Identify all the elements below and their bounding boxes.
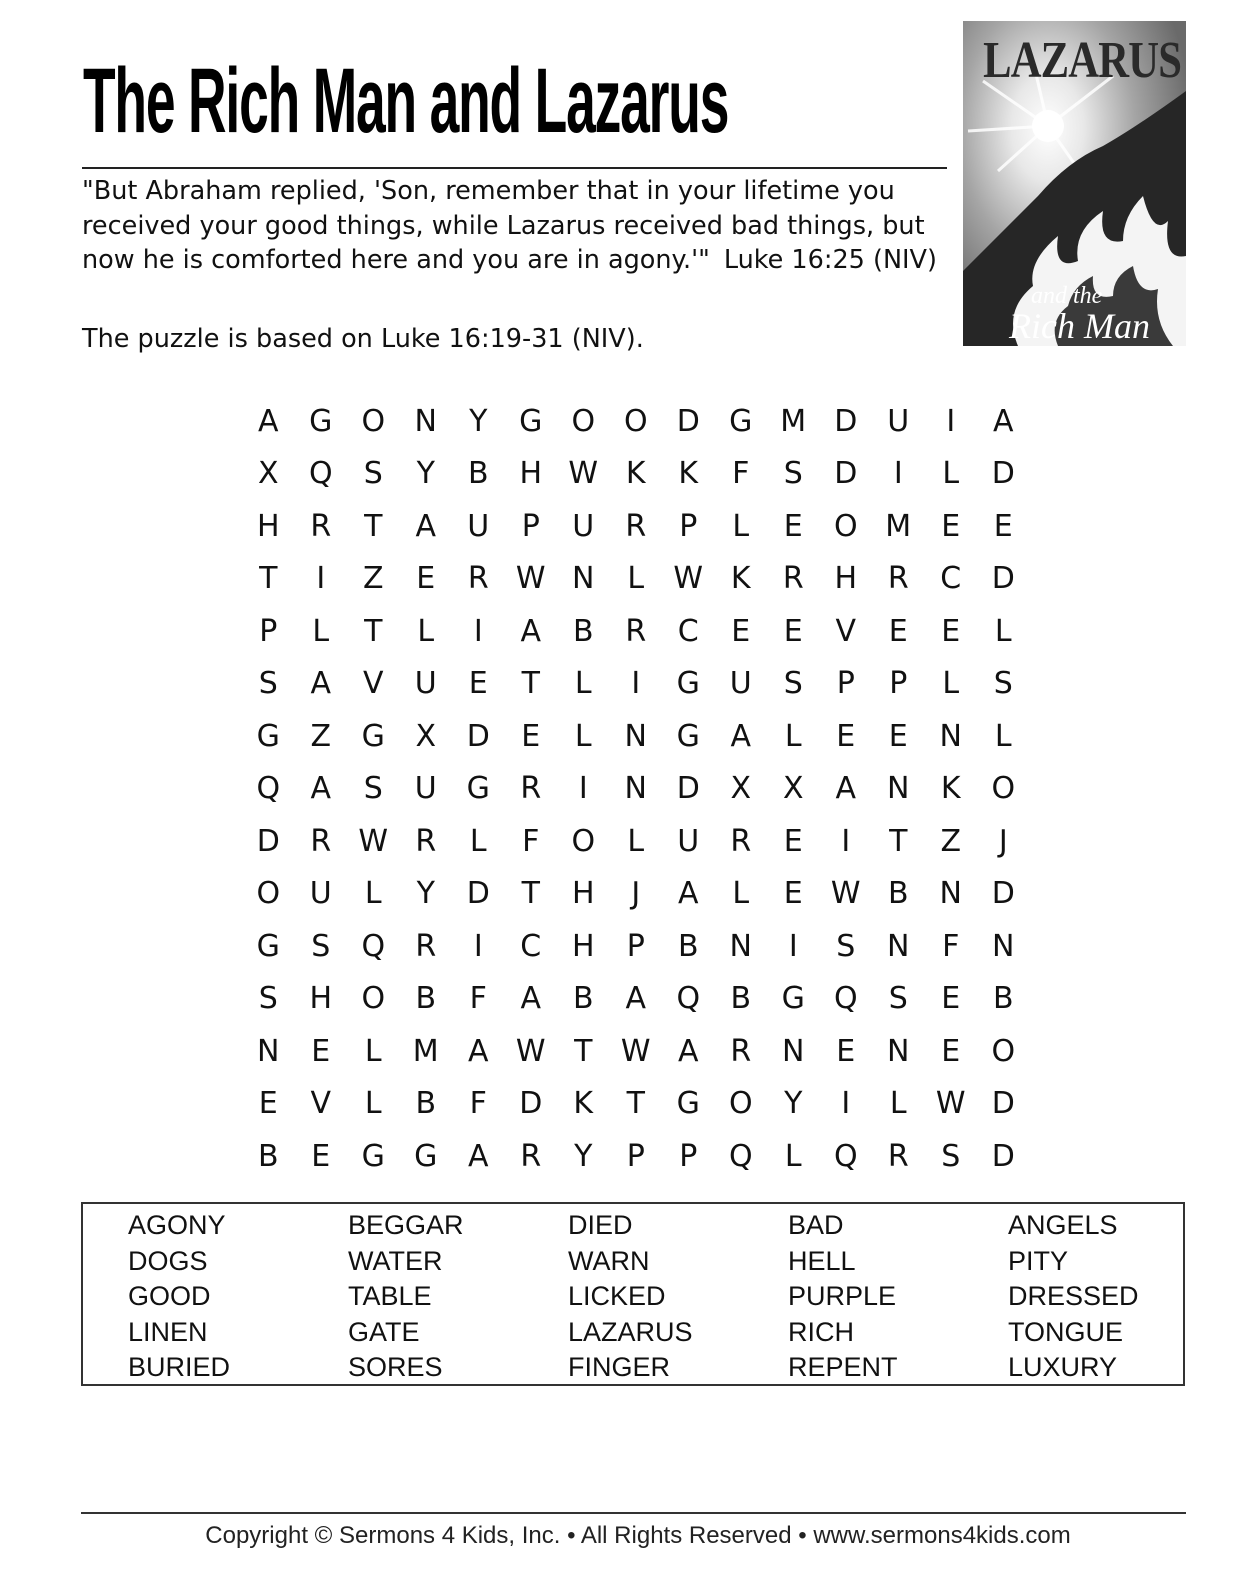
grid-letter: L bbox=[627, 823, 645, 859]
grid-letter: J bbox=[631, 876, 641, 912]
word-list-item: WARN bbox=[568, 1245, 650, 1276]
word-list-item: GOOD bbox=[128, 1281, 211, 1311]
word-list-item: HELL bbox=[788, 1245, 856, 1276]
grid-letter: K bbox=[730, 561, 751, 597]
grid-letter: H bbox=[519, 456, 543, 492]
grid-letter: E bbox=[888, 613, 908, 649]
grid-letter: V bbox=[362, 666, 384, 702]
grid-letter: O bbox=[256, 876, 281, 912]
grid-letter: U bbox=[887, 403, 910, 439]
grid-letter: T bbox=[364, 508, 383, 544]
grid-row bbox=[242, 1025, 1030, 1078]
grid-letter: O bbox=[991, 771, 1016, 807]
grid-letter: B bbox=[467, 456, 489, 492]
grid-letter: R bbox=[310, 823, 332, 859]
grid-letter: N bbox=[624, 718, 647, 754]
grid-row bbox=[242, 815, 1030, 868]
grid-letter: H bbox=[571, 928, 595, 964]
grid-letter: E bbox=[311, 1138, 331, 1174]
grid-letter: O bbox=[991, 1033, 1016, 1069]
grid-letter: L bbox=[364, 876, 382, 912]
grid-letter: R bbox=[887, 1138, 909, 1174]
grid-row bbox=[242, 868, 1030, 921]
grid-letter: E bbox=[311, 1033, 331, 1069]
grid-letter: B bbox=[677, 928, 699, 964]
grid-letter: F bbox=[469, 1086, 487, 1122]
page-title: The Rich Man and Lazarus bbox=[83, 50, 729, 152]
grid-letter: Q bbox=[833, 1138, 858, 1174]
grid-letter: E bbox=[258, 1086, 278, 1122]
grid-letter: A bbox=[467, 1033, 489, 1069]
grid-letter: K bbox=[573, 1086, 594, 1122]
grid-letter: O bbox=[623, 403, 648, 439]
grid-letter: D bbox=[834, 456, 858, 492]
grid-letter: N bbox=[782, 1033, 805, 1069]
grid-row bbox=[242, 658, 1030, 711]
grid-letter: R bbox=[415, 823, 437, 859]
grid-letter: G bbox=[729, 403, 753, 439]
grid-letter: Z bbox=[310, 718, 332, 754]
grid-letter: A bbox=[520, 613, 542, 649]
grid-letter: P bbox=[521, 508, 540, 544]
grid-letter: E bbox=[941, 1033, 961, 1069]
grid-letter: I bbox=[841, 1086, 851, 1122]
grid-letter: E bbox=[836, 718, 856, 754]
grid-letter: J bbox=[998, 823, 1008, 859]
grid-letter: K bbox=[940, 771, 961, 807]
grid-letter: E bbox=[416, 561, 436, 597]
grid-letter: R bbox=[730, 1033, 752, 1069]
grid-letter: A bbox=[310, 771, 332, 807]
grid-letter: D bbox=[519, 1086, 543, 1122]
grid-letter: W bbox=[568, 456, 599, 492]
grid-letter: Z bbox=[362, 561, 384, 597]
grid-letter: G bbox=[676, 718, 700, 754]
grid-letter: T bbox=[259, 561, 278, 597]
word-list-item: DIED bbox=[568, 1210, 633, 1240]
grid-letter: I bbox=[473, 613, 483, 649]
cover-title: LAZARUS bbox=[983, 32, 1182, 89]
grid-row bbox=[242, 448, 1030, 501]
grid-letter: L bbox=[784, 1138, 802, 1174]
grid-row bbox=[242, 605, 1030, 658]
grid-letter: A bbox=[257, 403, 279, 439]
grid-letter: N bbox=[887, 1033, 910, 1069]
grid-letter: E bbox=[993, 508, 1013, 544]
grid-letter: I bbox=[473, 928, 483, 964]
grid-letter: L bbox=[364, 1086, 382, 1122]
grid-letter: K bbox=[625, 456, 646, 492]
grid-letter: E bbox=[783, 876, 803, 912]
grid-letter: A bbox=[625, 981, 647, 1017]
grid-letter: W bbox=[358, 823, 389, 859]
grid-letter: R bbox=[310, 508, 332, 544]
grid-letter: F bbox=[732, 456, 750, 492]
grid-letter: S bbox=[783, 456, 803, 492]
word-list-item: GATE bbox=[348, 1316, 420, 1347]
word-list-box bbox=[81, 1202, 1185, 1386]
verse-text: "But Abraham replied, 'Son, remember that in your lifetime you received your good things, while Lazarus received bad things, but now he is comforted here and you are in agony.'" bbox=[82, 176, 925, 275]
word-search-grid bbox=[242, 395, 1030, 1183]
grid-letter: S bbox=[363, 771, 383, 807]
grid-letter: F bbox=[942, 928, 960, 964]
word-list-column bbox=[788, 1208, 998, 1386]
grid-letter: L bbox=[942, 666, 960, 702]
grid-letter: B bbox=[572, 613, 594, 649]
grid-letter: R bbox=[520, 1138, 542, 1174]
footer-divider bbox=[81, 1512, 1186, 1514]
grid-letter: F bbox=[469, 981, 487, 1017]
word-list-item: REPENT bbox=[788, 1352, 898, 1382]
grid-letter: G bbox=[309, 403, 333, 439]
grid-letter: O bbox=[728, 1086, 753, 1122]
grid-letter: K bbox=[678, 456, 699, 492]
grid-letter: A bbox=[310, 666, 332, 702]
grid-letter: B bbox=[257, 1138, 279, 1174]
grid-letter: O bbox=[571, 823, 596, 859]
grid-letter: L bbox=[889, 1086, 907, 1122]
grid-letter: N bbox=[992, 928, 1015, 964]
copyright-footer: Copyright © Sermons 4 Kids, Inc. • All Rights Reserved • www.sermons4kids.com bbox=[205, 1522, 1071, 1549]
grid-letter: D bbox=[834, 403, 858, 439]
grid-letter: T bbox=[889, 823, 908, 859]
grid-letter: U bbox=[729, 666, 752, 702]
grid-letter: W bbox=[673, 561, 704, 597]
grid-letter: C bbox=[940, 561, 962, 597]
word-list-item: TONGUE bbox=[1008, 1316, 1124, 1347]
word-list-item: FINGER bbox=[568, 1352, 671, 1382]
grid-letter: T bbox=[521, 666, 540, 702]
grid-letter: R bbox=[625, 508, 647, 544]
grid-letter: W bbox=[515, 1033, 546, 1069]
grid-letter: L bbox=[469, 823, 487, 859]
grid-letter: D bbox=[676, 771, 700, 807]
grid-letter: X bbox=[730, 771, 752, 807]
word-list-column bbox=[128, 1208, 338, 1386]
grid-letter: O bbox=[833, 508, 858, 544]
word-list-item: BAD bbox=[788, 1210, 844, 1240]
grid-letter: M bbox=[780, 403, 807, 439]
grid-letter: A bbox=[520, 981, 542, 1017]
grid-letter: E bbox=[941, 981, 961, 1017]
grid-letter: L bbox=[364, 1033, 382, 1069]
grid-letter: V bbox=[310, 1086, 332, 1122]
grid-letter: N bbox=[624, 771, 647, 807]
grid-letter: S bbox=[258, 666, 278, 702]
grid-row bbox=[242, 553, 1030, 606]
grid-letter: H bbox=[256, 508, 280, 544]
grid-letter: E bbox=[783, 613, 803, 649]
grid-letter: I bbox=[316, 561, 326, 597]
grid-letter: P bbox=[626, 928, 645, 964]
word-list-item: ANGELS bbox=[1008, 1210, 1118, 1240]
grid-letter: B bbox=[992, 981, 1014, 1017]
grid-letter: Q bbox=[833, 981, 858, 1017]
grid-letter: N bbox=[729, 928, 752, 964]
grid-letter: T bbox=[574, 1033, 593, 1069]
grid-letter: A bbox=[677, 1033, 699, 1069]
grid-letter: Q bbox=[256, 771, 281, 807]
grid-letter: T bbox=[626, 1086, 645, 1122]
grid-letter: E bbox=[468, 666, 488, 702]
grid-letter: A bbox=[677, 876, 699, 912]
word-list-column bbox=[348, 1208, 558, 1386]
grid-letter: F bbox=[522, 823, 540, 859]
grid-letter: O bbox=[361, 981, 386, 1017]
grid-letter: S bbox=[836, 928, 856, 964]
grid-letter: E bbox=[888, 718, 908, 754]
grid-letter: X bbox=[257, 456, 279, 492]
word-list-item: LAZARUS bbox=[568, 1316, 693, 1347]
grid-letter: Y bbox=[416, 876, 435, 912]
grid-letter: W bbox=[515, 561, 546, 597]
grid-letter: S bbox=[993, 666, 1013, 702]
grid-letter: U bbox=[467, 508, 490, 544]
grid-letter: Q bbox=[728, 1138, 753, 1174]
grid-letter: Y bbox=[469, 403, 488, 439]
grid-letter: N bbox=[887, 928, 910, 964]
grid-letter: D bbox=[676, 403, 700, 439]
grid-letter: G bbox=[256, 718, 280, 754]
grid-letter: C bbox=[520, 928, 542, 964]
grid-letter: H bbox=[571, 876, 595, 912]
grid-letter: H bbox=[309, 981, 333, 1017]
puzzle-source-note: The puzzle is based on Luke 16:19-31 (NIV). bbox=[82, 324, 644, 354]
grid-letter: U bbox=[572, 508, 595, 544]
grid-letter: S bbox=[888, 981, 908, 1017]
grid-letter: G bbox=[361, 718, 385, 754]
grid-letter: A bbox=[730, 718, 752, 754]
grid-letter: D bbox=[991, 561, 1015, 597]
grid-letter: L bbox=[732, 876, 750, 912]
word-list-item: PITY bbox=[1008, 1245, 1069, 1276]
grid-letter: I bbox=[631, 666, 641, 702]
grid-letter: U bbox=[677, 823, 700, 859]
grid-letter: S bbox=[311, 928, 331, 964]
grid-letter: E bbox=[941, 508, 961, 544]
grid-letter: E bbox=[521, 718, 541, 754]
grid-letter: B bbox=[572, 981, 594, 1017]
grid-letter: R bbox=[415, 928, 437, 964]
grid-letter: G bbox=[676, 666, 700, 702]
grid-row bbox=[242, 763, 1030, 816]
grid-letter: T bbox=[364, 613, 383, 649]
grid-letter: M bbox=[412, 1033, 439, 1069]
grid-letter: G bbox=[519, 403, 543, 439]
grid-row bbox=[242, 973, 1030, 1026]
grid-letter: E bbox=[836, 1033, 856, 1069]
grid-letter: I bbox=[946, 403, 956, 439]
grid-row bbox=[242, 920, 1030, 973]
grid-letter: G bbox=[361, 1138, 385, 1174]
word-list-item: BURIED bbox=[128, 1352, 231, 1382]
grid-letter: N bbox=[414, 403, 437, 439]
grid-letter: P bbox=[679, 508, 698, 544]
word-list-item: WATER bbox=[348, 1245, 443, 1276]
grid-row bbox=[242, 1130, 1030, 1183]
grid-letter: E bbox=[783, 508, 803, 544]
grid-letter: Q bbox=[308, 456, 333, 492]
word-list-item: TABLE bbox=[348, 1281, 432, 1311]
grid-letter: D bbox=[466, 718, 490, 754]
grid-letter: C bbox=[677, 613, 699, 649]
cover-subtitle-and-the: and the bbox=[1031, 283, 1103, 309]
grid-letter: Y bbox=[574, 1138, 593, 1174]
grid-letter: S bbox=[783, 666, 803, 702]
grid-letter: N bbox=[939, 876, 962, 912]
grid-letter: E bbox=[731, 613, 751, 649]
grid-letter: G bbox=[676, 1086, 700, 1122]
grid-letter: B bbox=[730, 981, 752, 1017]
grid-letter: P bbox=[836, 666, 855, 702]
grid-letter: W bbox=[620, 1033, 651, 1069]
grid-letter: D bbox=[991, 1138, 1015, 1174]
grid-letter: Q bbox=[361, 928, 386, 964]
grid-letter: D bbox=[991, 456, 1015, 492]
grid-letter: L bbox=[574, 718, 592, 754]
grid-row bbox=[242, 395, 1030, 448]
grid-letter: P bbox=[889, 666, 908, 702]
grid-letter: L bbox=[312, 613, 330, 649]
grid-letter: R bbox=[625, 613, 647, 649]
grid-letter: A bbox=[992, 403, 1014, 439]
grid-letter: Z bbox=[940, 823, 962, 859]
grid-letter: W bbox=[935, 1086, 966, 1122]
grid-letter: R bbox=[887, 561, 909, 597]
grid-letter: A bbox=[835, 771, 857, 807]
grid-letter: A bbox=[415, 508, 437, 544]
grid-letter: R bbox=[782, 561, 804, 597]
grid-letter: L bbox=[784, 718, 802, 754]
grid-letter: L bbox=[994, 718, 1012, 754]
word-list-item: RICH bbox=[788, 1316, 854, 1347]
grid-letter: P bbox=[259, 613, 278, 649]
word-list-item: DOGS bbox=[128, 1245, 208, 1276]
word-list-item: BEGGAR bbox=[348, 1210, 464, 1240]
grid-letter: I bbox=[841, 823, 851, 859]
title-divider bbox=[82, 167, 947, 169]
word-list-item: AGONY bbox=[128, 1210, 226, 1240]
grid-letter: Y bbox=[416, 456, 435, 492]
grid-letter: G bbox=[414, 1138, 438, 1174]
grid-letter: L bbox=[627, 561, 645, 597]
grid-letter: L bbox=[994, 613, 1012, 649]
word-list-item: SORES bbox=[348, 1352, 443, 1382]
grid-letter: V bbox=[835, 613, 857, 649]
word-list-item: PURPLE bbox=[788, 1281, 897, 1311]
grid-letter: B bbox=[887, 876, 909, 912]
grid-letter: I bbox=[578, 771, 588, 807]
grid-letter: R bbox=[520, 771, 542, 807]
grid-letter: E bbox=[783, 823, 803, 859]
grid-row bbox=[242, 1078, 1030, 1131]
verse-reference: Luke 16:25 (NIV) bbox=[723, 245, 937, 275]
grid-letter: X bbox=[415, 718, 437, 754]
grid-letter: D bbox=[466, 876, 490, 912]
grid-letter: U bbox=[414, 771, 437, 807]
grid-letter: I bbox=[788, 928, 798, 964]
grid-row bbox=[242, 500, 1030, 553]
grid-letter: S bbox=[941, 1138, 961, 1174]
grid-letter: N bbox=[887, 771, 910, 807]
grid-row bbox=[242, 710, 1030, 763]
grid-letter: D bbox=[991, 1086, 1015, 1122]
book-cover-illustration bbox=[963, 21, 1186, 346]
grid-letter: L bbox=[732, 508, 750, 544]
grid-letter: L bbox=[574, 666, 592, 702]
word-list-item: LUXURY bbox=[1008, 1352, 1118, 1382]
grid-letter: Q bbox=[676, 981, 701, 1017]
grid-letter: Y bbox=[784, 1086, 803, 1122]
word-list-item: DRESSED bbox=[1008, 1281, 1139, 1311]
grid-letter: L bbox=[417, 613, 435, 649]
word-list-column bbox=[1008, 1208, 1218, 1386]
grid-letter: O bbox=[361, 403, 386, 439]
grid-letter: X bbox=[782, 771, 804, 807]
grid-letter: U bbox=[414, 666, 437, 702]
grid-letter: P bbox=[679, 1138, 698, 1174]
grid-letter: L bbox=[942, 456, 960, 492]
grid-letter: R bbox=[730, 823, 752, 859]
grid-letter: R bbox=[467, 561, 489, 597]
grid-letter: G bbox=[466, 771, 490, 807]
cover-subtitle-rich-man: Rich Man bbox=[1009, 306, 1150, 346]
grid-letter: U bbox=[309, 876, 332, 912]
grid-letter: G bbox=[256, 928, 280, 964]
grid-letter: O bbox=[571, 403, 596, 439]
grid-letter: S bbox=[363, 456, 383, 492]
grid-letter: G bbox=[781, 981, 805, 1017]
grid-letter: B bbox=[415, 981, 437, 1017]
grid-letter: I bbox=[893, 456, 903, 492]
grid-letter: E bbox=[941, 613, 961, 649]
grid-letter: N bbox=[257, 1033, 280, 1069]
grid-letter: P bbox=[626, 1138, 645, 1174]
grid-letter: W bbox=[830, 876, 861, 912]
scripture-verse bbox=[82, 174, 952, 278]
word-list-column bbox=[568, 1208, 778, 1386]
grid-letter: N bbox=[939, 718, 962, 754]
grid-letter: A bbox=[467, 1138, 489, 1174]
grid-letter: N bbox=[572, 561, 595, 597]
grid-letter: T bbox=[521, 876, 540, 912]
grid-letter: D bbox=[991, 876, 1015, 912]
grid-letter: M bbox=[885, 508, 912, 544]
grid-letter: S bbox=[258, 981, 278, 1017]
grid-letter: D bbox=[256, 823, 280, 859]
word-list-item: LICKED bbox=[568, 1281, 666, 1311]
word-list-item: LINEN bbox=[128, 1316, 208, 1347]
grid-letter: B bbox=[415, 1086, 437, 1122]
grid-letter: H bbox=[834, 561, 858, 597]
